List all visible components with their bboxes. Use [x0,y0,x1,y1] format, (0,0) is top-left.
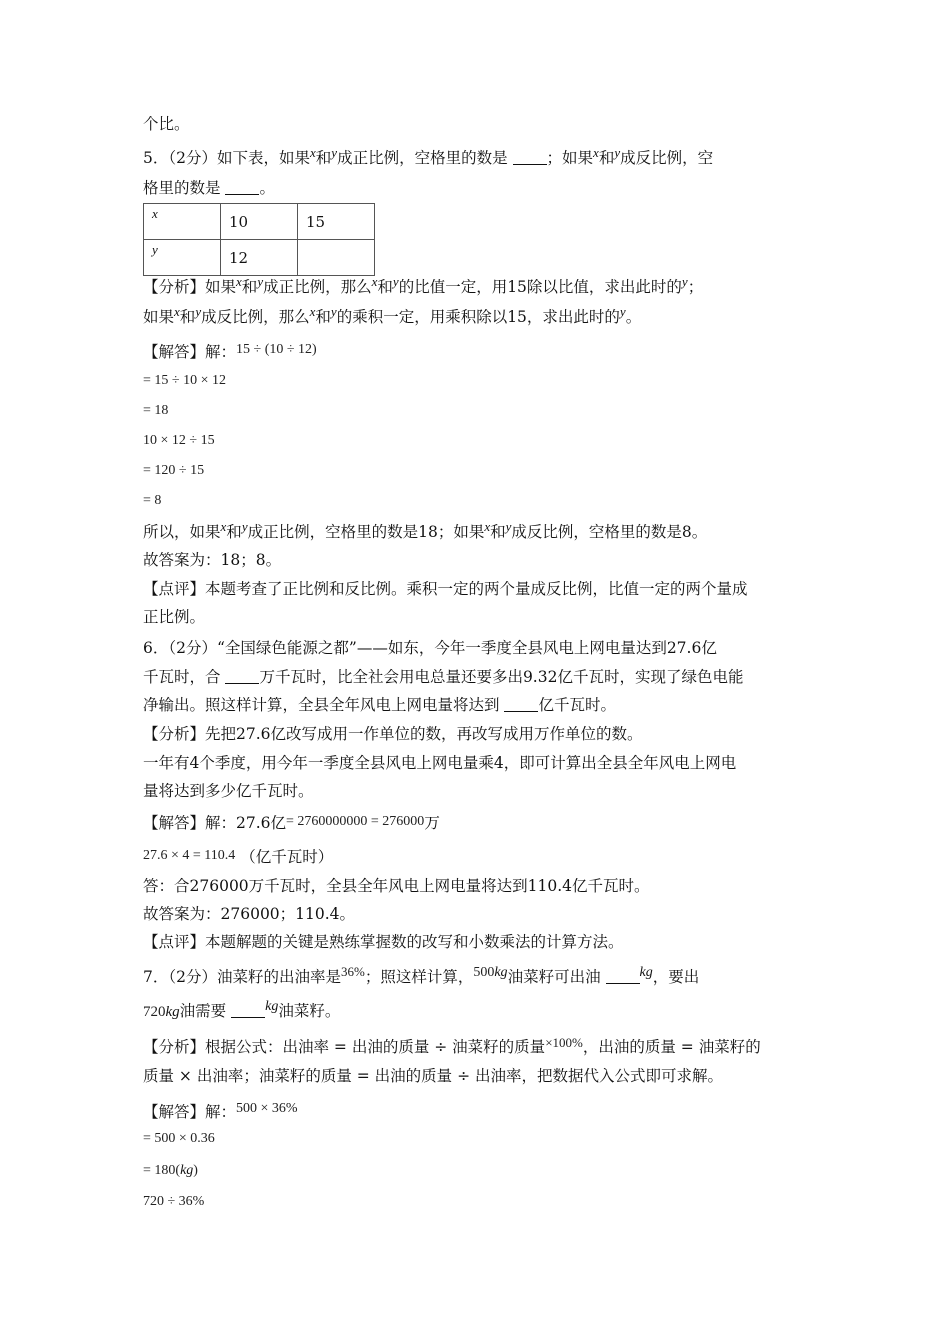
formula: 15 ÷ (10 ÷ 12) [236,342,317,357]
text: 【分析】根据公式：出油率 = 出油的质量 ÷ 油菜籽的质量 [143,1038,546,1056]
text: 【解答】解： [143,1103,237,1121]
text: 。 [259,179,275,197]
text: 成正比例，那么 [263,278,372,296]
text: 如果 [143,308,175,326]
answer-blank[interactable] [225,667,259,684]
table-cell: 12 [221,240,298,276]
text: ，出油的质量 = 油菜籽的 [582,1038,761,1056]
var-y: y [619,304,626,319]
text: 所以，如果 [143,523,221,541]
var-y: y [241,519,248,534]
table-row [144,204,375,240]
answer-blank[interactable] [231,1001,265,1018]
text: 千瓦时，合 [143,668,226,686]
text: 个比。 [143,115,190,133]
unit: kg [165,1004,180,1020]
question-5-cont [143,177,275,199]
analysis-6-cont: 量将达到多少亿千瓦时。 [143,782,314,800]
question-6: 6．（2分）“全国绿色能源之都”——如东，今年一季度全县风电上网电量达到27.6亿 [143,639,717,657]
formula: = 15 ÷ 10 × 12 [143,373,226,388]
var-x: x [371,274,378,289]
text: 万 [424,814,440,832]
review-5: 【点评】本题考查了正比例和反比例。乘积一定的两个量成反比例，比值一定的两个量成 [143,580,748,598]
text: 和 [490,523,506,541]
text: 和 [226,523,242,541]
text: 和 [241,278,258,296]
text: 【分析】如果 [143,278,237,296]
question-6-cont [143,694,616,716]
var-x: x [309,145,316,160]
analysis-7 [143,1036,761,1059]
table-cell: x [144,204,221,240]
text: 7．（2分）油菜籽的出油率是 [143,968,341,986]
formula: 720 ÷ 36% [143,1194,205,1209]
conclusion-5 [143,521,707,544]
solution-7 [143,1101,298,1125]
text: 格里的数是 [143,179,221,197]
unit: kg [180,1163,194,1178]
formula: = 2760000000 = 276000 [286,814,425,829]
solution-6-cont [143,846,333,870]
solution-5 [143,341,317,365]
formula: = 500 × 0.36 [143,1131,215,1146]
var-y: y [505,519,512,534]
formula: 27.6 × 4 = 110.4 [143,848,236,863]
text: 。 [625,308,642,326]
unit: kg [494,965,508,980]
text: 和 [179,308,196,326]
text: 和 [315,308,331,326]
text: 油菜籽。 [278,1002,341,1020]
text: 油需要 [179,1002,232,1020]
table-row [144,240,375,276]
analysis-5 [143,276,703,299]
var-x: x [484,519,491,534]
text: 【解答】解：27.6亿 [143,814,287,832]
solution-6 [143,812,440,836]
text: 成反比例，空格里的数是8。 [511,523,708,541]
var-y: y [614,145,621,160]
formula: 500 × 36% [236,1101,298,1116]
text: （亿千瓦时） [240,848,334,866]
var-y: y [681,274,688,289]
analysis-5-cont [143,306,641,329]
unit: kg [639,965,653,980]
formula: 36% [340,964,365,979]
review-6: 【点评】本题解题的关键是熟练掌握数的改写和小数乘法的计算方法。 [143,933,624,951]
answer-5: 故答案为：18；8。 [143,551,282,569]
var-x: x [309,304,316,319]
formula: 500 [473,965,495,980]
formula: = 18 [143,403,169,418]
formula: ) [193,1163,198,1178]
formula: 720 [143,1004,166,1020]
formula: = 180( [143,1163,181,1178]
var-x: x [593,145,599,160]
var-x: x [174,304,180,319]
text: 成正比例，空格里的数是18；如果 [247,523,485,541]
text: ；如果 [546,149,594,167]
text: 5．（2分）如下表，如果 [143,149,310,167]
text: 亿千瓦时。 [538,696,616,714]
text: 净输出。照这样计算，全县全年风电上网电量将达到 [143,696,505,714]
text: 成反比例，空 [620,149,714,167]
analysis-6-cont: 一年有4个季度，用今年一季度全县风电上网电量乘4，即可计算出全县全年风电上网电 [143,754,737,772]
formula: = 120 ÷ 15 [143,463,205,478]
text: ；照这样计算， [364,968,474,986]
answer-blank[interactable] [513,148,547,165]
var-y: y [392,274,399,289]
table-cell: 10 [221,204,298,240]
var-y: y [195,304,202,319]
text: 的乘积一定，用乘积除以15，求出此时的 [336,308,620,326]
text-line [143,113,190,135]
text: 和 [377,278,393,296]
solution-6-cont: 答：合276000万千瓦时，全县全年风电上网电量将达到110.4亿千瓦时。 [143,877,650,895]
text: ，要出 [652,968,700,986]
formula [143,1158,198,1182]
review-5-cont: 正比例。 [143,608,206,626]
text: 的比值一定，用15除以比值，求出此时的 [398,278,682,296]
question-7-cont [143,1000,340,1024]
text: 万千瓦时，比全社会用电总量还要多出9.32亿千瓦时，实现了绿色电能 [259,668,744,686]
formula: 10 × 12 ÷ 15 [143,433,215,448]
var-x: x [236,274,242,289]
text: 油菜籽可出油 [507,968,606,986]
text: ； [687,278,704,296]
text: 成反比例，那么 [201,308,310,326]
table-cell: y [144,240,221,276]
analysis-6: 【分析】先把27.6亿改写成用一作单位的数，再改写成用万作单位的数。 [143,725,643,743]
question-6-cont [143,666,743,688]
analysis-7-cont: 质量 × 出油率；油菜籽的质量 = 出油的质量 ÷ 出油率，把数据代入公式即可求解。 [143,1067,724,1085]
formula: ×100% [545,1035,583,1050]
unit: kg [265,999,279,1014]
text: 成正比例，空格里的数是 [337,149,508,167]
var-y: y [257,274,264,289]
var-x: x [220,519,227,534]
answer-blank[interactable] [225,178,259,195]
var-y: y [330,304,337,319]
answer-blank[interactable] [606,967,640,984]
answer-6: 故答案为：276000；110.4。 [143,905,356,923]
text: 【解答】解： [143,343,237,361]
data-table [143,203,375,276]
formula: = 8 [143,493,162,508]
table-cell [298,240,375,276]
question-5 [143,147,713,170]
text: 和 [315,149,332,167]
table-cell: 15 [298,204,375,240]
text: 和 [598,149,615,167]
question-7 [143,966,699,990]
var-y: y [331,145,338,160]
answer-blank[interactable] [504,695,538,712]
